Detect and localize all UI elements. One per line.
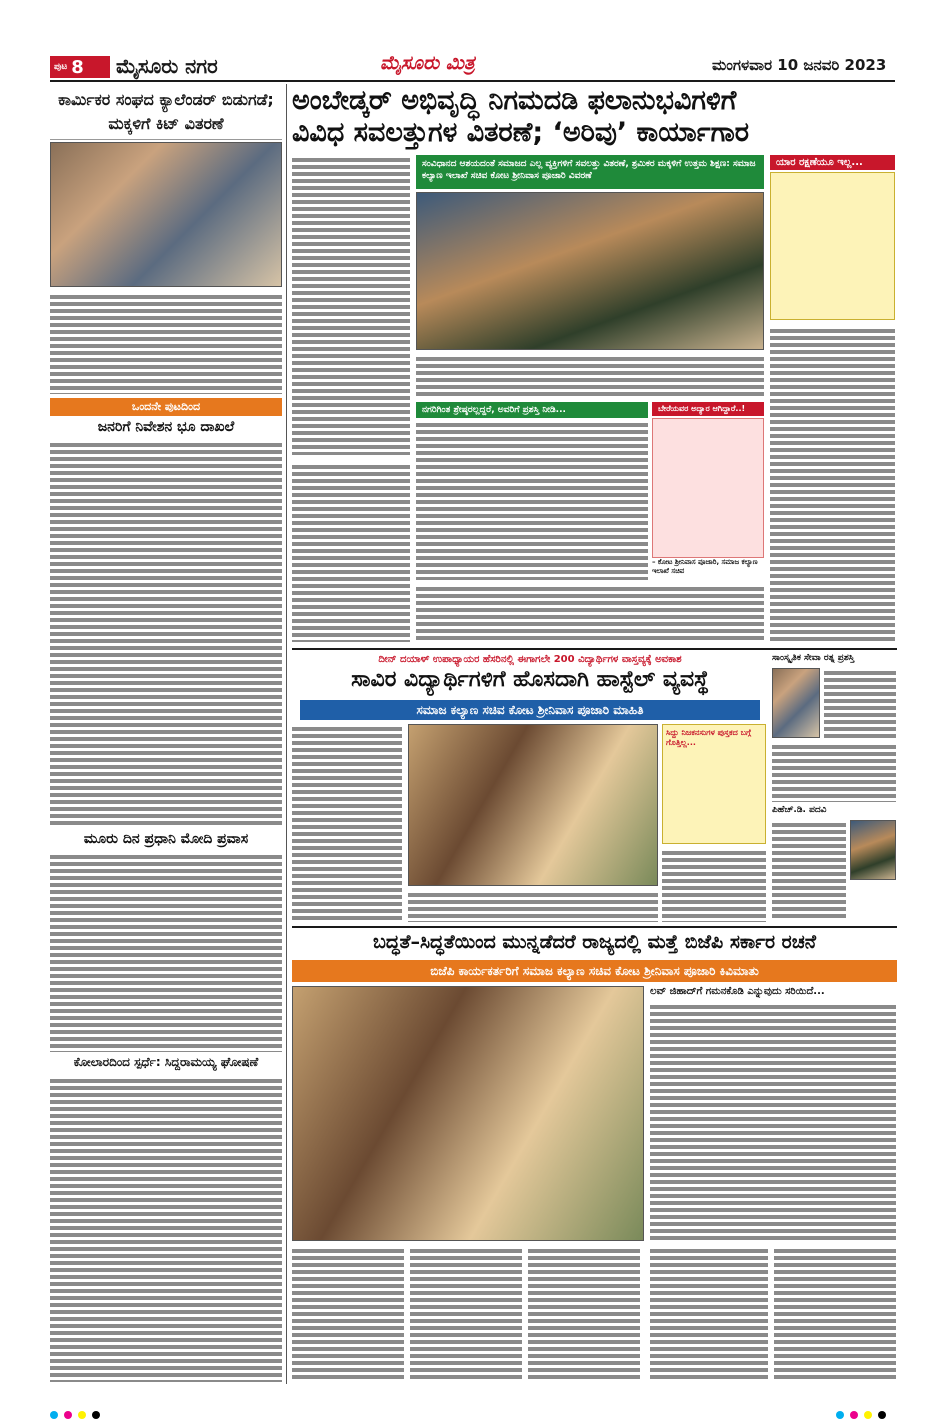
color-registration-marks-right bbox=[836, 1404, 896, 1414]
top-story-text-col1 bbox=[292, 155, 410, 455]
box2-text bbox=[652, 418, 764, 558]
left-headline: ಕಾರ್ಮಿಕರ ಸಂಘದ ಕ್ಯಾಲೆಂಡರ್ ಬಿಡುಗಡೆ; ಮಕ್ಕಳಿಗೆ ಕಿಟ್ ವಿತರಣೆ bbox=[50, 88, 282, 140]
top-headline-line1: ಅಂಬೇಡ್ಕರ್ ಅಭಿವೃದ್ಧಿ ನಿಗಮದಡಿ ಫಲಾನುಭವಿಗಳಿಗೆ bbox=[292, 85, 737, 116]
section-title: ಮೈಸೂರು ನಗರ bbox=[116, 54, 218, 78]
bjp-text-col5 bbox=[774, 1246, 896, 1382]
side-box-title: ಯಾರ ರಕ್ಷಣೆಯೂ ಇಲ್ಲ... bbox=[770, 155, 895, 170]
bjp-side-headline: ಲವ್ ಜಿಹಾದ್‌ಗೆ ಗಮನಕೊಡಿ ಎನ್ನುವುದು ಸರಿಯಿದೆ... bbox=[650, 986, 825, 997]
page-number-badge bbox=[50, 56, 110, 78]
hostel-side-box bbox=[662, 724, 766, 844]
side-box-text bbox=[770, 172, 895, 320]
award-ceremony-photo bbox=[416, 192, 764, 350]
bjp-banner: ಬಿಜೆಪಿ ಕಾರ್ಯಕರ್ತರಿಗೆ ಸಮಾಜ ಕಲ್ಯಾಣ ಸಚಿವ ಕೋಟ ಶ್ರೀನಿವಾಸ ಪೂಜಾರಿ ಕಿವಿಮಾತು bbox=[292, 960, 897, 982]
award-text bbox=[824, 668, 896, 738]
top-story-text-col3 bbox=[770, 326, 895, 642]
award-headline: ಸಾಂಸ್ಕೃತಿಕ ಸೇವಾ ರತ್ನ ಪ್ರಶಸ್ತಿ bbox=[772, 653, 855, 663]
bjp-text-col1 bbox=[292, 1246, 404, 1382]
top-story-text-bottom bbox=[416, 584, 764, 642]
bjp-side-text bbox=[650, 1002, 896, 1242]
hostel-headline: ಸಾವಿರ ವಿದ್ಯಾರ್ಥಿಗಳಿಗೆ ಹೊಸದಾಗಿ ಹಾಸ್ಟೆಲ್ ವ್ಯವಸ್ಥೆ bbox=[351, 667, 709, 692]
page-label: ಪುಟ bbox=[54, 62, 68, 72]
bjp-meeting-photo bbox=[292, 986, 644, 1241]
hostel-kicker: ದೀನ್ ದಯಾಳ್ ಉಪಾಧ್ಯಾಯರ ಹೆಸರಿನಲ್ಲಿ ಈಗಾಗಲೇ 200 ವಿದ್ಯಾರ್ಥಿಗಳ ವಾಸ್ತವ್ಯಕ್ಕೆ ಅವಕಾಶ bbox=[378, 654, 682, 665]
hostel-side-box-title: ಸಿದ್ದು ನಿಜಕನಸುಗಳ ಪುಸ್ತಕದ ಬಗ್ಗೆ ಗೊತ್ತಿಲ್ಲ... bbox=[666, 728, 752, 747]
hostel-banner: ಸಮಾಜ ಕಲ್ಯಾಣ ಸಚಿವ ಕೋಟ ಶ್ರೀನಿವಾಸ ಪೂಜಾರಿ ಮಾಹಿತಿ bbox=[300, 700, 760, 720]
column-divider bbox=[286, 84, 287, 1384]
top-story-subhead: ಸಂವಿಧಾನದ ಆಶಯದಂತೆ ಸಮಾಜದ ಎಲ್ಲ ವ್ಯಕ್ತಿಗಳಿಗೆ ಸವಲತ್ತು ವಿತರಣೆ, ಶ್ರಮಿಕರ ಮಕ್ಕಳಿಗೆ ಉತ್ತಮ ಶಿಕ್ಷಣ: ಸಮಾಜ ಕಲ್ಯಾಣ ಇಲಾಖೆ ಸಚಿವ ಕೋಟ ಶ್ರೀನಿವಾಸ ಪೂಜಾರಿ ವಿವರಣೆ bbox=[416, 155, 764, 189]
color-registration-marks bbox=[50, 1404, 110, 1414]
top-story-text-col1b bbox=[292, 462, 410, 642]
obit-photo bbox=[850, 820, 896, 880]
page-number: 8 bbox=[71, 56, 84, 78]
hostel-text-bottom bbox=[408, 890, 658, 922]
top-headline-line2: ವಿವಿಧ ಸವಲತ್ತುಗಳ ವಿತರಣೆ; ‘ಅರಿವು’ ಕಾರ್ಯಾಗಾರ bbox=[292, 117, 750, 148]
story1-text bbox=[50, 440, 282, 828]
award-recipient-photo bbox=[772, 668, 820, 738]
press-meet-photo bbox=[408, 724, 658, 886]
story1-headline: ಜನರಿಗೆ ನಿವೇಶನ ಭೂ ದಾಖಲೆ bbox=[97, 419, 235, 435]
story3-text bbox=[50, 1076, 282, 1382]
photo-caption bbox=[416, 354, 764, 396]
box2-title: ಬೇರೆಯವರ ಅದ್ಯಾರ ಆಗಿದ್ದಾರೆ..! bbox=[652, 402, 764, 416]
box1-title: ನಗರಿಗಿಂತ ಶ್ರೇಷ್ಠರಲ್ಲದ್ದರೆ, ಅವರಿಗೆ ಪ್ರಶಸ್ತಿ ನೀಡಿ... bbox=[416, 402, 648, 418]
box2-signature: – ಕೋಟ ಶ್ರೀನಿವಾಸ ಪೂಜಾರಿ, ಸಮಾಜ ಕಲ್ಯಾಣ ಇಲಾಖೆ ಸಚಿವ bbox=[652, 558, 758, 575]
hostel-text-col1 bbox=[292, 724, 402, 922]
story2-headline: ಮೂರು ದಿನ ಪ್ರಧಾನಿ ಮೋದಿ ಪ್ರವಾಸ bbox=[83, 831, 249, 847]
story3-headline: ಕೋಲಾರದಿಂದ ಸ್ಪರ್ಧೆ: ಸಿದ್ದರಾಮಯ್ಯ ಘೋಷಣೆ bbox=[73, 1055, 259, 1069]
left-story-text bbox=[50, 292, 282, 394]
section-banner: ಒಂದನೇ ಪುಟದಿಂದ bbox=[50, 398, 282, 416]
bjp-headline: ಬದ್ಧತೆ–ಸಿದ್ಧತೆಯಿಂದ ಮುನ್ನಡೆದರೆ ರಾಜ್ಯದಲ್ಲಿ ಮತ್ತೆ ಬಿಜೆಪಿ ಸರ್ಕಾರ ರಚನೆ bbox=[372, 931, 817, 953]
award-text-2 bbox=[772, 742, 896, 802]
box1-text bbox=[416, 420, 648, 580]
header-rule bbox=[50, 80, 895, 82]
calendar-release-photo bbox=[50, 142, 282, 287]
hostel-text-col4 bbox=[662, 848, 766, 922]
story-rule-2 bbox=[292, 926, 897, 928]
bjp-text-col2 bbox=[410, 1246, 522, 1382]
obit-text bbox=[772, 820, 846, 920]
issue-date: ಮಂಗಳವಾರ 10 ಜನವರಿ 2023 bbox=[712, 56, 887, 74]
bjp-text-col3 bbox=[528, 1246, 640, 1382]
story2-text bbox=[50, 852, 282, 1052]
masthead: ಮೈಸೂರು ಮಿತ್ರ bbox=[380, 52, 475, 74]
story-rule bbox=[292, 648, 897, 650]
bjp-text-col4 bbox=[650, 1246, 768, 1382]
obit-headline: ಪಿಹೆಚ್.ಡಿ. ಪದವಿ bbox=[772, 805, 827, 815]
